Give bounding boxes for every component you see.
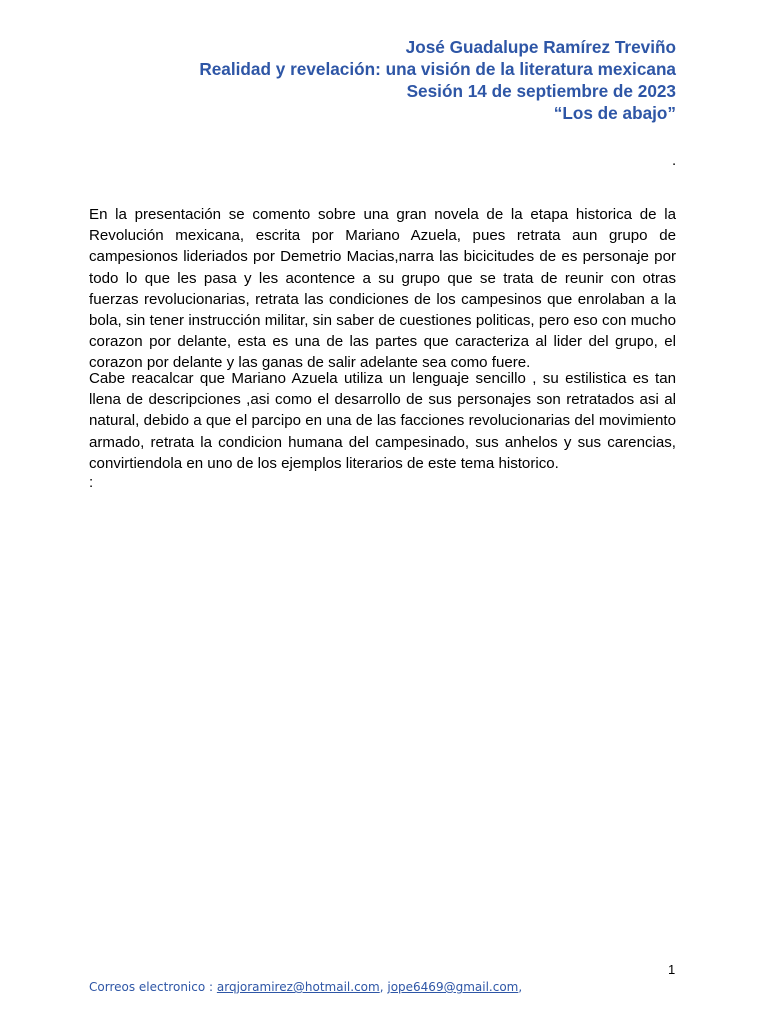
stray-period: . <box>672 152 677 169</box>
footer-contact <box>89 980 522 994</box>
footer-separator: , <box>379 980 388 994</box>
course-title: Realidad y revelación: una visión de la literatura mexicana <box>199 59 676 79</box>
email-link-hotmail[interactable]: arqjoramirez@hotmail.com <box>216 980 380 994</box>
page-number: 1 <box>668 962 676 977</box>
work-title: “Los de abajo” <box>553 103 676 123</box>
document-header <box>199 36 676 124</box>
email-link-gmail[interactable]: jope6469@gmail.com <box>387 980 519 994</box>
paragraph-1: En la presentación se comento sobre una gran novela de la etapa historica de la Revolución mexicana, escrita por Mariano Azuela, pues retrata aun grupo de campesionos lideriados por Demetrio Macias,narra las bicicitudes de es personaje por todo lo que les pasa y les acontence a su grupo que se trata de reunir con otras fuerzas revolucionarias, retrata las condiciones de los campesinos que enrolaban a la bola, sin tener instrucción militar, sin saber de cuestiones politicas, pero eso con mucho corazon por delante, esta es una de las partes que caracteriza al lider del grupo, el corazon por delante y las ganas de salir adelante sea como fuere. <box>89 206 676 372</box>
author-name: José Guadalupe Ramírez Treviño <box>405 37 676 57</box>
footer-label: Correos electronico : <box>89 980 217 994</box>
paragraph-2: Cabe reacalcar que Mariano Azuela utiliza un lenguaje sencillo , su estilistica es tan llena de descripciones ,asi como el desarrollo de sus personajes son retratados asi al natural, debido a que el parcipo en una de las facciones revolucionarias del movimiento armado, retrata la condicion humana del campesinado, sus anhelos y sus carencias, convirtiendola en uno de los ejemplos literarios de este tema historico. <box>89 370 676 472</box>
footer-trailing-comma: , <box>518 980 523 994</box>
session-date: Sesión 14 de septiembre de 2023 <box>406 81 676 101</box>
stray-colon: : <box>89 474 94 491</box>
